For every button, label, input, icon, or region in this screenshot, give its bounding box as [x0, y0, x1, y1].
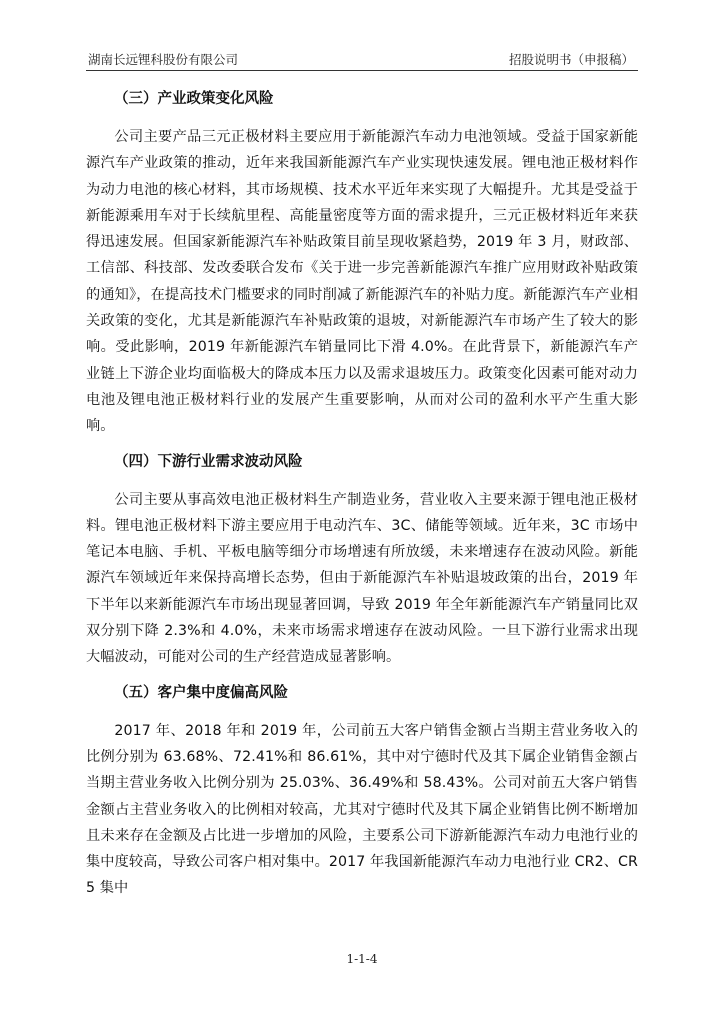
section-paragraph: 2017 年、2018 年和 2019 年，公司前五大客户销售金额占当期主营业务收入的比例分别为 63.68%、72.41%和 86.61%，其中对宁德时代及其下属企业销售金额占当期主营业务收入比例分别为 25.03%、36.49%和 58.43%。公司对前五大客户销售金额占主营业务收入的比例相对较高，尤其对宁德时代及其下属企业销售比例不断增加且未来存在金额及占比进一步增加的风险，主要系公司下游新能源汽车动力电池行业的集中度较高，导致公司客户相对集中。2017 年我国新能源汽车动力电池行业 CR2、CR5 集中	[86, 722, 638, 897]
header-document-title: 招股说明书（申报稿）	[508, 52, 634, 67]
section-paragraph: 公司主要从事高效电池正极材料生产制造业务，营业收入主要来源于锂电池正极材料。锂电池正极材料下游主要应用于电动汽车、3C、储能等领域。近年来，3C 市场中笔记本电脑、手机、平板电脑等细分市场增速有所放缓，未来增速存在波动风险。新能源汽车领域近年来保持高增长态势，但由于新能源汽车补贴退坡政策的出台，2019 年下半年以来新能源汽车市场出现显著回调，导致 2019 年全年新能源汽车产销量同比双双分别下降 2.3%和 4.0%，未来市场需求增速存在波动风险。一旦下游行业需求出现大幅波动，可能对公司的生产经营造成显著影响。	[86, 491, 638, 666]
document-body	[86, 87, 638, 914]
section-heading: （五）客户集中度偏高风险	[114, 684, 288, 701]
section-downstream-demand-risk	[86, 452, 638, 671]
page-number: 1-1-4	[346, 952, 378, 966]
page-header	[88, 50, 636, 70]
header-company-name: 湖南长远锂科股份有限公司	[88, 52, 239, 67]
section-heading: （四）下游行业需求波动风险	[114, 453, 303, 470]
section-heading: （三）产业政策变化风险	[114, 91, 274, 107]
header-divider	[86, 70, 638, 71]
section-customer-concentration-risk	[86, 683, 638, 902]
section-paragraph: 公司主要产品三元正极材料主要应用于新能源汽车动力电池领域。受益于国家新能源汽车产业政策的推动，近年来我国新能源汽车产业实现快速发展。锂电池正极材料作为动力电池的核心材料，其市场规模、技术水平近年来实现了大幅提升。尤其是受益于新能源乘用车对于长续航里程、高能量密度等方面的需求提升，三元正极材料近年来获得迅速发展。但国家新能源汽车补贴政策目前呈现收紧趋势，2019 年 3 月，财政部、工信部、科技部、发改委联合发布《关于进一步完善新能源汽车推广应用财政补贴政策的通知》，在提高技术门槛要求的同时削减了新能源汽车的补贴力度。新能源汽车产业相关政策的变化，尤其是新能源汽车补贴政策的退坡，对新能源汽车市场产生了较大的影响。受此影响，2019 年新能源汽车销量同比下滑 4.0%。在此背景下，新能源汽车产业链上下游企业均面临极大的降成本压力以及需求退坡压力。政策变化因素可能对动力电池及锂电池正极材料行业的发展产生重要影响，从而对公司的盈利水平产生重大影响。	[86, 129, 638, 435]
section-industry-policy-risk	[86, 89, 638, 440]
